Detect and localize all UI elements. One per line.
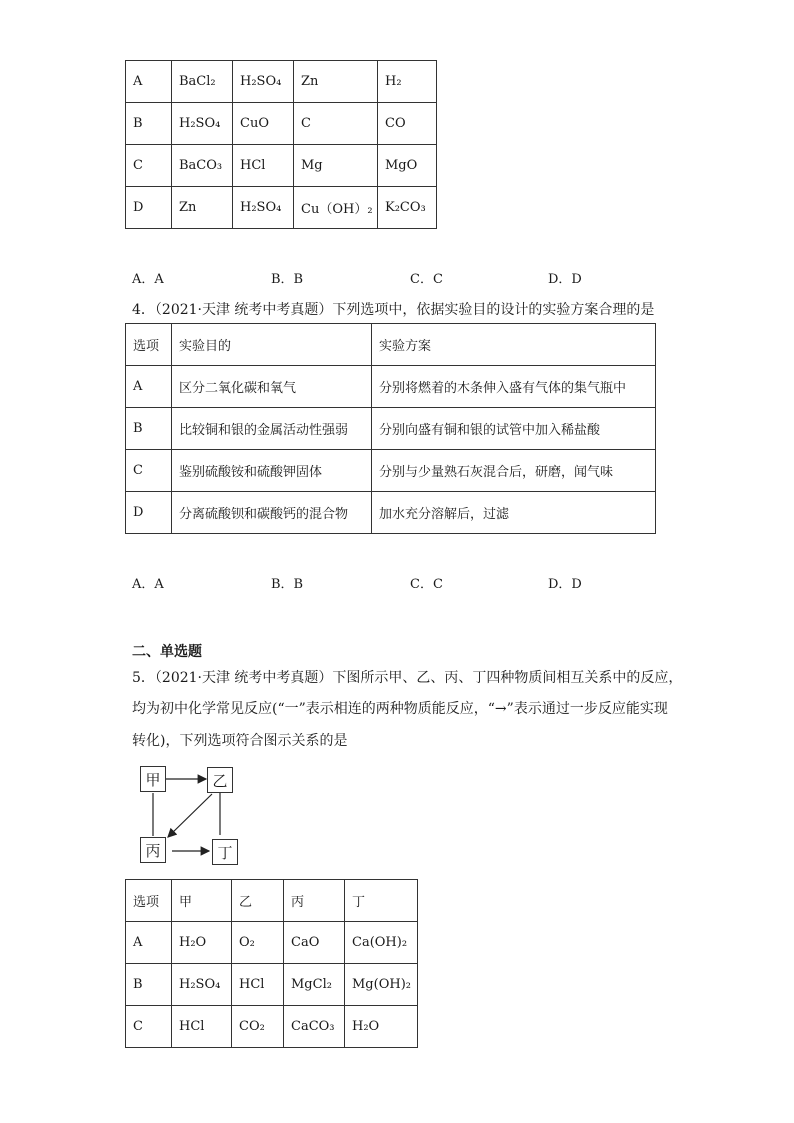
table-row [126,61,437,103]
table-header-cell: 选项 [126,880,172,922]
arrow-yi-bing [168,794,212,837]
table-row [126,145,437,187]
table-cell: 分别与少量熟石灰混合后，研磨，闻气味 [372,450,656,492]
relation-diagram [132,762,252,872]
table-cell: BaCO₃ [172,145,233,187]
question-4-stem: 4．（2021·天津 统考中考真题）下列选项中，依据实验目的设计的实验方案合理的是 [132,302,655,318]
node-yi: 乙 [207,767,233,793]
table-cell: BaCl₂ [172,61,233,103]
table-cell: H₂SO₄ [172,964,232,1006]
table-row [126,103,437,145]
table-cell: H₂O [345,1006,418,1048]
table-header-cell: 丁 [345,880,418,922]
node-jia: 甲 [140,766,166,792]
table-cell: C [126,1006,172,1048]
table-cell: 分别将燃着的木条伸入盛有气体的集气瓶中 [372,366,656,408]
table-row [126,1006,418,1048]
table-cell: Mg(OH)₂ [345,964,418,1006]
table-cell: C [294,103,378,145]
experiment-table-q4 [125,323,656,534]
table-cell: H₂SO₄ [172,103,233,145]
table-cell: Ca(OH)₂ [345,922,418,964]
answer-option-a[interactable]: A．A [132,272,164,287]
question-5-stem-line: 5．（2021·天津 统考中考真题）下图所示甲、乙、丙、丁四种物质间相互关系中的反应， [132,670,683,686]
answer-option-a[interactable]: A．A [132,577,164,592]
table-cell: 加水充分溶解后，过滤 [372,492,656,534]
table-header-cell: 实验目的 [172,324,372,366]
table-header-row [126,880,418,922]
section-title: 二、单选题 [132,644,202,660]
answer-options-q3 [132,268,692,288]
table-cell: B [126,964,172,1006]
table-cell: A [126,922,172,964]
table-header-cell: 丙 [284,880,345,922]
table-row [126,922,418,964]
table-cell: 区分二氧化碳和氧气 [172,366,372,408]
table-cell: Zn [172,187,233,229]
table-row [126,408,656,450]
table-cell: CuO [233,103,294,145]
answer-options-q4 [132,573,692,593]
table-header-cell: 甲 [172,880,232,922]
answer-option-b[interactable]: B．B [271,577,304,592]
node-bing: 丙 [140,837,166,863]
answer-option-c[interactable]: C．C [410,577,443,592]
table-cell: H₂O [172,922,232,964]
table-row [126,450,656,492]
answer-option-d[interactable]: D．D [548,272,582,287]
question-5-stem-line: 均为初中化学常见反应(“一”表示相连的两种物质能反应，“→”表示通过一步反应能实现 [132,701,668,717]
table-row [126,366,656,408]
table-row [126,187,437,229]
table-header-cell: 选项 [126,324,172,366]
table-cell: K₂CO₃ [378,187,437,229]
table-cell: Mg [294,145,378,187]
answer-option-b[interactable]: B．B [271,272,304,287]
table-cell: H₂SO₄ [233,187,294,229]
table-cell: C [126,450,172,492]
node-ding: 丁 [212,839,238,865]
table-cell: HCl [232,964,284,1006]
table-cell: 分别向盛有铜和银的试管中加入稀盐酸 [372,408,656,450]
table-cell: A [126,366,172,408]
table-cell: A [126,61,172,103]
table-cell: Cu（OH）₂ [294,187,378,229]
question-5-stem-line: 转化)，下列选项符合图示关系的是 [132,733,348,749]
table-cell: H₂SO₄ [233,61,294,103]
table-row [126,492,656,534]
table-cell: C [126,145,172,187]
table-cell: D [126,187,172,229]
table-cell: 鉴别硫酸铵和硫酸钾固体 [172,450,372,492]
table-cell: O₂ [232,922,284,964]
table-cell: 比较铜和银的金属活动性强弱 [172,408,372,450]
table-header-row [126,324,656,366]
table-cell: Zn [294,61,378,103]
answer-option-d[interactable]: D．D [548,577,582,592]
table-cell: B [126,103,172,145]
table-cell: MgO [378,145,437,187]
table-cell: CaCO₃ [284,1006,345,1048]
table-cell: D [126,492,172,534]
table-cell: CO [378,103,437,145]
table-cell: 分离硫酸钡和碳酸钙的混合物 [172,492,372,534]
table-cell: H₂ [378,61,437,103]
answer-option-c[interactable]: C．C [410,272,443,287]
table-cell: B [126,408,172,450]
table-header-cell: 乙 [232,880,284,922]
table-cell: CaO [284,922,345,964]
table-cell: MgCl₂ [284,964,345,1006]
options-table-q3 [125,60,437,229]
table-header-cell: 实验方案 [372,324,656,366]
table-cell: HCl [233,145,294,187]
table-cell: HCl [172,1006,232,1048]
options-table-q5 [125,879,418,1048]
table-row [126,964,418,1006]
table-cell: CO₂ [232,1006,284,1048]
